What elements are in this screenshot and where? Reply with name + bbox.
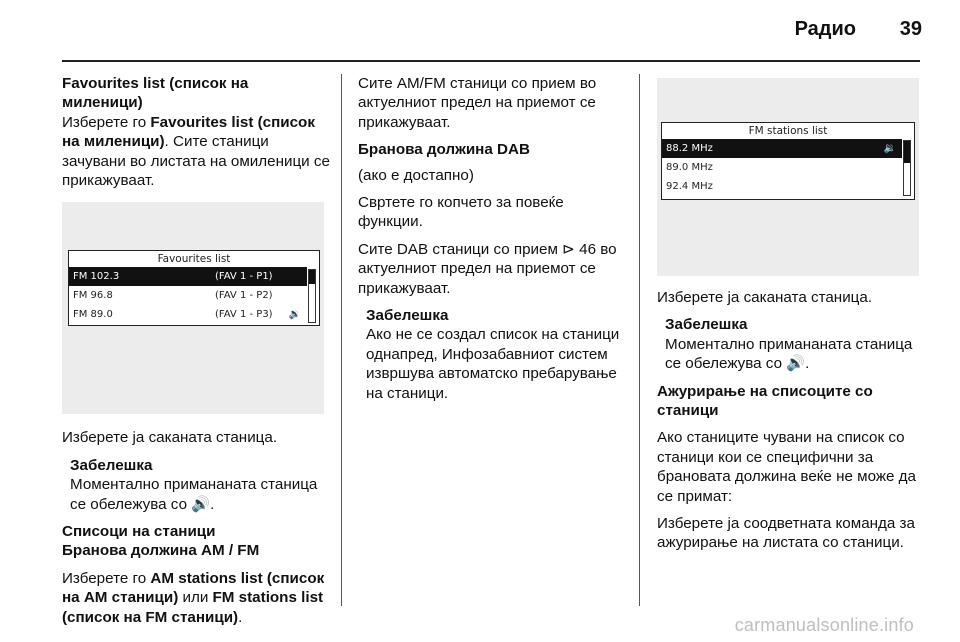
scrollbar-thumb[interactable] (309, 270, 315, 284)
watermark: carmanualsonline.info (734, 615, 914, 635)
section-heading: Бранова должина DAB (358, 141, 530, 159)
paragraph: (ако е достапно) (358, 166, 474, 184)
paragraph: Свртете го копчето за повеќе функции. (358, 194, 564, 231)
paragraph: Ако станиците чувани на список со станици кои се специфични за брановата должина веќе не може да се примат: (657, 429, 916, 505)
column-divider (341, 74, 342, 606)
paragraph: Изберете го Favourites list (список на миленици). Сите станици зачувани во листата на омиленици се прикажуваат. (62, 113, 330, 190)
page-title: Радио (794, 18, 856, 40)
header-divider (62, 60, 920, 62)
list-item[interactable]: 92.4 MHz (666, 181, 713, 192)
paragraph: Изберете ја саканата станица. (657, 289, 873, 306)
scrollbar[interactable] (903, 140, 911, 196)
list-item[interactable]: FM 96.8 (FAV 1 - P2) (73, 290, 273, 302)
screen-title: Favourites list (157, 253, 231, 266)
list-item[interactable]: 88.2 MHz 🔉 (662, 139, 902, 158)
page-header (0, 0, 960, 60)
note: Забелешка Моментално примананата станица се обележува со 🔊. (70, 456, 332, 514)
ref-arrow-icon: ⊳ (562, 240, 575, 258)
note-title: Забелешка (665, 316, 748, 334)
section-heading: Списоци на станици (62, 523, 216, 541)
column-2 (358, 74, 628, 411)
fm-stations-list-screen (661, 122, 915, 200)
speaker-icon: 🔉 (288, 309, 301, 321)
page-number: 39 (899, 18, 922, 40)
speaker-icon: 🔉 (883, 143, 896, 154)
section-heading: Ажурирање на списоците со станици (657, 382, 873, 420)
subsection-heading: Бранова должина AM / FM (62, 542, 260, 560)
paragraph: Изберете ја соодветната команда за ажурирање на листата со станици. (657, 515, 915, 552)
page-reference[interactable]: 46 (579, 240, 597, 258)
column-1 (62, 74, 332, 635)
column-divider (639, 74, 640, 606)
note: Забелешка Ако не се создал список на станици однапред, Инфозабавниот систем извршува автоматско пребарување на станици. (366, 306, 628, 403)
scrollbar[interactable] (308, 269, 316, 323)
note-title: Забелешка (70, 456, 153, 474)
list-item[interactable]: FM 102.3 (FAV 1 - P1) (69, 267, 307, 286)
column-3 (657, 74, 925, 561)
favourites-screenshot (62, 202, 324, 414)
list-item[interactable]: FM 89.0 (FAV 1 - P3) 🔉 (69, 305, 307, 324)
speaker-icon: 🔊 (786, 355, 806, 373)
scrollbar-thumb[interactable] (904, 141, 910, 163)
section-heading: Favourites list (список на миленици) (62, 75, 249, 112)
note: Забелешка Моментално примананата станица се обележува со 🔊. (665, 315, 925, 373)
paragraph: Сите DAB станици со прием ⊳ 46 во актуелниот предел на приемот се прикажуваат. (358, 240, 617, 297)
speaker-icon: 🔊 (191, 495, 211, 513)
paragraph: Изберете ја саканата станица. (62, 429, 278, 447)
list-item[interactable]: 89.0 MHz (666, 162, 713, 173)
screen-title: FM stations list (748, 125, 828, 137)
paragraph: Изберете го AM stations list (список на AM станици) или FM stations list (список на FM станици). (62, 569, 325, 626)
favourites-list-screen (68, 250, 320, 326)
paragraph: Сите AM/FM станици со прием во актуелниот предел на приемот се прикажуваат. (358, 75, 597, 131)
fm-stations-screenshot (657, 78, 919, 276)
note-title: Забелешка (366, 307, 449, 325)
